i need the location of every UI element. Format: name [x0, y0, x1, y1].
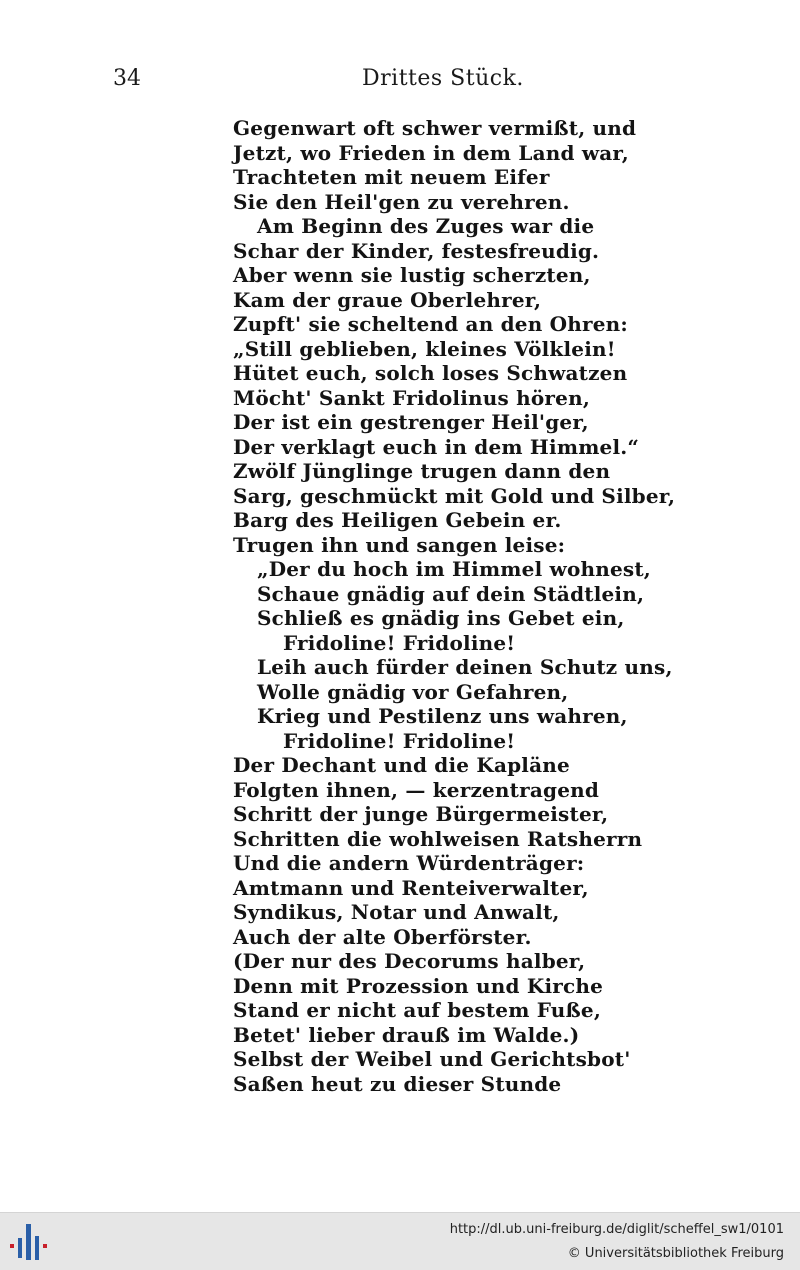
verse-line: Stand er nicht auf bestem Fuße,: [233, 998, 602, 1022]
verse-line: Barg des Heiligen Gebein er.: [233, 508, 562, 532]
verse-line: Aber wenn sie lustig scherzten,: [233, 263, 591, 287]
verse-line: Betet' lieber drauß im Walde.): [233, 1022, 580, 1047]
verse-line: Trugen ihn und sangen leise:: [233, 532, 566, 557]
verse-line: Hütet euch, solch loses Schwatzen: [233, 361, 628, 385]
verse-line: Möcht' Sankt Fridolinus hören,: [233, 385, 590, 410]
viewer-footer: [0, 1212, 800, 1270]
verse-line: Sarg, geschmückt mit Gold und Silber,: [233, 483, 676, 508]
verse-line: Leih auch fürder deinen Schutz uns,: [257, 655, 673, 679]
verse-line: Und die andern Würdenträger:: [233, 851, 585, 875]
verse-line: Der Dechant und die Kapläne: [233, 753, 570, 777]
verse-line: Schritt der junge Bürgermeister,: [233, 802, 609, 826]
source-url-link[interactable]: http://dl.ub.uni-freiburg.de/diglit/scheffel_sw1/0101: [449, 1222, 784, 1237]
verse-line: Fridoline! Fridoline!: [283, 728, 516, 753]
verse-line: Schritten die wohlweisen Ratsherrn: [233, 826, 643, 851]
verse-line: Der ist ein gestrenger Heil'ger,: [233, 410, 589, 434]
verse-line: Jetzt, wo Frieden in dem Land war,: [233, 140, 629, 165]
running-title: Drittes Stück.: [362, 66, 524, 91]
verse-line: Trachteten mit neuem Eifer: [233, 165, 550, 189]
verse-line: Gegenwart oft schwer vermißt, und: [233, 116, 637, 140]
verse-line: Schließ es gnädig ins Gebet ein,: [257, 606, 625, 630]
page-number: 34: [113, 66, 141, 91]
verse-line: Amtmann und Renteiverwalter,: [233, 875, 589, 900]
verse-text: [233, 116, 675, 1096]
verse-line: „Der du hoch im Himmel wohnest,: [257, 557, 651, 581]
verse-line: Selbst der Weibel und Gerichtsbot': [233, 1047, 631, 1071]
verse-line: Fridoline! Fridoline!: [283, 630, 516, 655]
verse-line: Folgten ihnen, — kerzentragend: [233, 777, 600, 802]
verse-line: Schar der Kinder, festesfreudig.: [233, 238, 600, 263]
verse-line: (Der nur des Decorums halber,: [233, 949, 586, 973]
verse-line: Am Beginn des Zuges war die: [257, 214, 595, 238]
verse-line: Der verklagt euch in dem Himmel.“: [233, 434, 640, 459]
verse-line: Zwölf Jünglinge trugen dann den: [233, 459, 611, 483]
verse-line: Syndikus, Notar und Anwalt,: [233, 900, 560, 924]
verse-line: Sie den Heil'gen zu verehren.: [233, 189, 570, 214]
verse-line: „Still geblieben, kleines Völklein!: [233, 336, 616, 361]
copyright-notice: © Universitätsbibliothek Freiburg: [567, 1246, 784, 1261]
verse-line: Kam der graue Oberlehrer,: [233, 287, 542, 312]
ub-freiburg-logo-icon[interactable]: [10, 1222, 52, 1262]
verse-line: Denn mit Prozession und Kirche: [233, 973, 604, 998]
verse-line: Saßen heut zu dieser Stunde: [233, 1071, 562, 1096]
verse-line: Zupft' sie scheltend an den Ohren:: [233, 312, 628, 336]
verse-line: Krieg und Pestilenz uns wahren,: [257, 704, 628, 728]
verse-line: Auch der alte Oberförster.: [233, 924, 532, 949]
verse-line: Wolle gnädig vor Gefahren,: [257, 679, 569, 704]
verse-line: Schaue gnädig auf dein Städtlein,: [257, 581, 645, 606]
